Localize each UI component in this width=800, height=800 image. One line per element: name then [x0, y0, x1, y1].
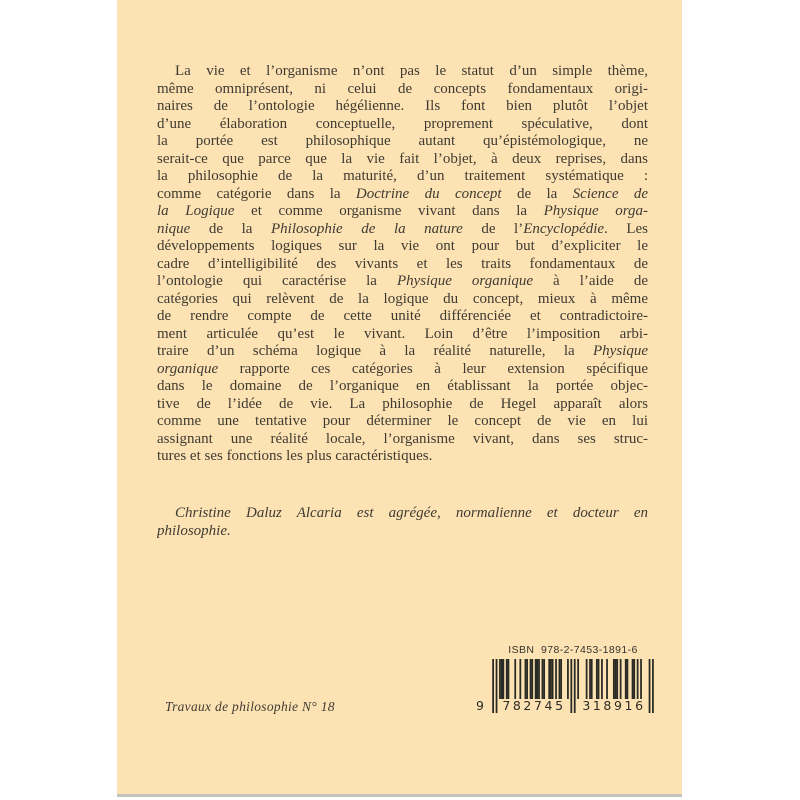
author-bio-line: philosophie. — [157, 522, 231, 539]
synopsis-line: d’une élaboration conceptuelle, proprement spéculative, dont — [157, 115, 648, 132]
synopsis-line: tive de l’idée de vie. La philosophie de Hegel apparaît alors — [157, 395, 648, 412]
synopsis-line: comme catégorie dans la Doctrine du concept de la Science de — [157, 185, 648, 202]
barcode-digit-lead: 9 — [476, 698, 484, 713]
synopsis-line: la Logique et comme organisme vivant dans la Physique orga- — [157, 203, 648, 219]
synopsis-line: naires de l’ontologie hégélienne. Ils font bien plutôt l’objet — [157, 98, 648, 114]
synopsis-line: de rendre compte de cette unité différenciée et contradictoire- — [157, 308, 648, 324]
synopsis-line: comme une tentative pour déterminer le concept de vie en lui — [157, 413, 648, 429]
synopsis-line: traire d’un schéma logique à la réalité naturelle, la Physique — [157, 343, 648, 359]
book-back-cover — [117, 0, 682, 797]
synopsis-line: tures et ses fonctions les plus caractéristiques. — [157, 448, 433, 464]
isbn-label: ISBN 978-2-7453-1891-6 — [508, 644, 638, 656]
barcode-bars — [476, 659, 654, 713]
synopsis-line: la portée est philosophique autant qu’épistémologique, ne — [157, 133, 648, 149]
synopsis-line: développements logiques sur la vie ont pour but d’expliciter le — [157, 238, 648, 254]
synopsis-line: nique de la Philosophie de la nature de l’Encyclopédie. Les — [157, 220, 648, 237]
series-label: Travaux de philosophie N° 18 — [165, 699, 335, 714]
synopsis-line: cadre d’intelligibilité des vivants et les traits fondamentaux de — [157, 255, 648, 272]
synopsis-line: dans le domaine de l’organique en établissant la portée objec- — [157, 378, 648, 394]
synopsis-line: l’ontologie qui caractérise la Physique organique à l’aide de — [157, 273, 648, 289]
synopsis-line: catégories qui relèvent de la logique du concept, mieux à même — [157, 290, 648, 307]
synopsis-line: organique rapporte ces catégories à leur extension spécifique — [157, 360, 648, 377]
author-bio — [157, 505, 648, 540]
barcode-digits — [476, 698, 654, 713]
synopsis-line: la philosophie de la maturité, d’un traitement systématique : — [157, 168, 648, 184]
synopsis-text — [157, 63, 648, 466]
barcode — [476, 644, 654, 713]
synopsis-line: assignant une réalité locale, l’organisme vivant, dans ses struc- — [157, 430, 648, 447]
synopsis-line: même omniprésent, ni celui de concepts fondamentaux origi- — [157, 80, 648, 97]
barcode-digits-left: 782745 — [502, 698, 566, 713]
synopsis-line: ment articulée qu’est le vivant. Loin d’être l’imposition arbi- — [157, 325, 648, 342]
author-bio-line: Christine Daluz Alcaria est agrégée, normalienne et docteur en — [175, 505, 648, 521]
synopsis-line: serait-ce que parce que la vie fait l’objet, à deux reprises, dans — [157, 150, 648, 167]
synopsis-line: La vie et l’organisme n’ont pas le statut d’un simple thème, — [175, 63, 648, 79]
barcode-digits-right: 318916 — [582, 698, 646, 713]
